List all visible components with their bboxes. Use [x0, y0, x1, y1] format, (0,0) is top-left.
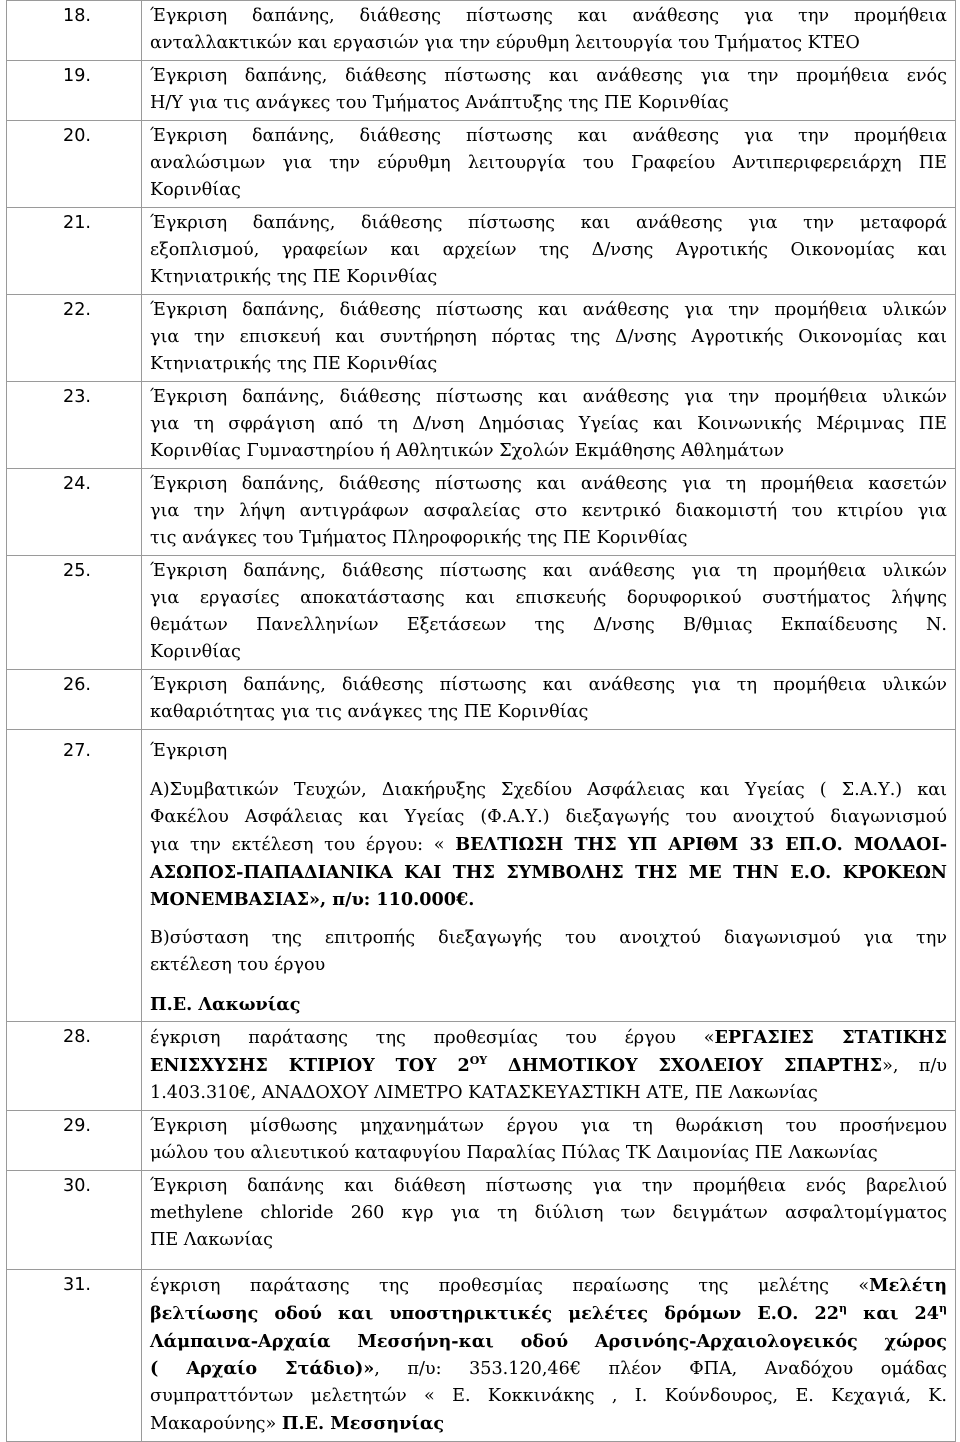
item-text: Έγκριση δαπάνης, διάθεσης πίστωσης και ανάθεσης για την προμήθεια υλικών για την επισκευή και συντήρηση πόρτας της Δ/νσης Αγροτικής Οικονομίας και Κτηνιατρικής της ΠΕ Κορινθίας	[142, 295, 956, 382]
item-number: 19.	[7, 61, 142, 121]
item-text: έγκριση παράτασης της προθεσμίας του έργου «ΕΡΓΑΣΙΕΣ ΣΤΑΤΙΚΗΣ ΕΝΙΣΧΥΣΗΣ ΚΤΙΡΙΟΥ ΤΟΥ $2^{O\Upsilon}$ ΔΗΜΟΤΙΚΟΥ ΣΧΟΛΕΙΟΥ ΣΠΑΡΤΗΣ», π/υ 1.403.310€, ΑΝΑΔΟΧΟΥ ΛΙΜΕΤΡΟ ΚΑΤΑΣΚΕΥΑΣΤΙΚΗ ΑΤΕ, ΠΕ Λακωνίας	[142, 1022, 956, 1111]
item-text: Έγκριση μίσθωσης μηχανημάτων έργου για τη θωράκιση του προσήνεμου μώλου του αλιευτικού καταφυγίου Παραλίας Πύλας ΤΚ Δαιμονίας ΠΕ Λακωνίας	[142, 1111, 956, 1171]
regional-unit-label: Π.Ε. Λακωνίας	[150, 994, 301, 1015]
agenda-row-22	[7, 295, 956, 382]
item-text: Έγκριση Α)Συμβατικών Τευχών, Διακήρυξης Σχεδίου Ασφάλειας και Υγείας ( Σ.Α.Υ.) και Φακέλου Ασφάλειας και Υγείας (Φ.Α.Υ.) διεξαγωγής του ανοιχτού διαγωνισμού για την εκτέλεση του έργου: « ΒΕΛΤΙΩΣΗ ΤΗΣ ΥΠ ΑΡΙΘΜ 33 ΕΠ.Ο. ΜΟΛΑΟΙ- ΑΣΩΠΟΣ-ΠΑΠΑΔΙΑΝΙΚΑ ΚΑΙ ΤΗΣ ΣΥΜΒΟΛΗΣ ΤΗΣ ΜΕ ΤΗΝ Ε.Ο. ΚΡΟΚΕΩΝ ΜΟΝΕΜΒΑΣΙΑΣ», π/υ: 110.000€. Β)σύσταση της επιτροπής διεξαγωγής του ανοιχτού διαγωνισμού για την εκτέλεση του έργου Π.Ε. Λακωνίας	[142, 730, 956, 1022]
agenda-row-28	[7, 1022, 956, 1111]
item-number: 25.	[7, 556, 142, 670]
agenda-row-25	[7, 556, 956, 670]
item-number: 27.	[7, 730, 142, 1022]
item-number: 26.	[7, 670, 142, 730]
item-number: 20.	[7, 121, 142, 208]
item-text: έγκριση παράτασης της προθεσμίας περαίωσης της μελέτης «Μελέτη βελτίωσης οδού και υποστηρικτικές μελέτες δρόμων Ε.Ο. $22^\eta$ και $24^\eta$ Λάμπαινα-Αρχαία Μεσσήνη-και οδού Αρσινόης-Αρχαιολογεικός χώρος ( Αρχαίο Στάδιο)», π/υ: 353.120,46€ πλέον ΦΠΑ, Αναδόχου ομάδας συμπραττόντων μελετητών « Ε. Κοκκινάκης , Ι. Κούνδουρος, Ε. Κεχαγιά, Κ. Μακαρούνης» Π.Ε. Μεσσηνίας	[142, 1270, 956, 1442]
item-number: 31.	[7, 1270, 142, 1442]
agenda-row-21	[7, 208, 956, 295]
item-number: 24.	[7, 469, 142, 556]
item-text: Έγκριση δαπάνης, διάθεσης πίστωσης και ανάθεσης για την προμήθεια ανταλλακτικών και εργασιών για την εύρυθμη λειτουργία του Τμήματος ΚΤΕΟ	[142, 1, 956, 61]
item-number: 29.	[7, 1111, 142, 1171]
agenda-row-19	[7, 61, 956, 121]
item-number: 18.	[7, 1, 142, 61]
agenda-row-26	[7, 670, 956, 730]
item-number: 22.	[7, 295, 142, 382]
item-number: 21.	[7, 208, 142, 295]
item-text: Έγκριση δαπάνης, διάθεσης πίστωσης και ανάθεσης για τη προμήθεια υλικών για εργασίες αποκατάστασης και επισκευής δορυφορικού συστήματος λήψης θεμάτων Πανελληνίων Εξετάσεων της Δ/νσης Β/θμιας Εκπαίδευσης Ν. Κορινθίας	[142, 556, 956, 670]
item-text: Έγκριση δαπάνης, διάθεσης πίστωσης και ανάθεσης για την προμήθεια αναλώσιμων για την εύρυθμη λειτουργία του Γραφείου Αντιπεριφερειάρχη ΠΕ Κορινθίας	[142, 121, 956, 208]
agenda-row-31	[7, 1270, 956, 1442]
agenda-row-20	[7, 121, 956, 208]
agenda-row-29	[7, 1111, 956, 1171]
item-text: Έγκριση δαπάνης και διάθεση πίστωσης για την προμήθεια ενός βαρελιού methylene chloride 260 κγρ για τη διύλιση των δειγμάτων ασφαλτομίγματος ΠΕ Λακωνίας	[142, 1171, 956, 1270]
agenda-row-23	[7, 382, 956, 469]
item-number: 23.	[7, 382, 142, 469]
item-text: Έγκριση δαπάνης, διάθεσης πίστωσης και ανάθεσης για την προμήθεια ενός Η/Υ για τις ανάγκες του Τμήματος Ανάπτυξης της ΠΕ Κορινθίας	[142, 61, 956, 121]
agenda-row-24	[7, 469, 956, 556]
agenda-row-27	[7, 730, 956, 1022]
agenda-row-30	[7, 1171, 956, 1270]
item-number: 28.	[7, 1022, 142, 1111]
agenda-row-18	[7, 1, 956, 61]
item-27-heading: Έγκριση	[150, 741, 228, 761]
item-text: Έγκριση δαπάνης, διάθεσης πίστωσης και ανάθεσης για την προμήθεια υλικών για τη σφράγιση από τη Δ/νση Δημόσιας Υγείας και Κοινωνικής Μέριμνας ΠΕ Κορινθίας Γυμναστηρίου ή Αθλητικών Σχολών Εκμάθησης Αθλημάτων	[142, 382, 956, 469]
item-text: Έγκριση δαπάνης, διάθεσης πίστωσης και ανάθεσης για τη προμήθεια υλικών καθαριότητας για τις ανάγκες της ΠΕ Κορινθίας	[142, 670, 956, 730]
item-number: 30.	[7, 1171, 142, 1270]
item-text: Έγκριση δαπάνης, διάθεσης πίστωσης και ανάθεσης για την μεταφορά εξοπλισμού, γραφείων και αρχείων της Δ/νσης Αγροτικής Οικονομίας και Κτηνιατρικής της ΠΕ Κορινθίας	[142, 208, 956, 295]
item-text: Έγκριση δαπάνης, διάθεσης πίστωσης και ανάθεσης για τη προμήθεια κασετών για την λήψη αντιγράφων ασφαλείας στο κεντρικό διακομιστή του κτιρίου για τις ανάγκες του Τμήματος Πληροφορικής της ΠΕ Κορινθίας	[142, 469, 956, 556]
agenda-table	[6, 0, 956, 1442]
